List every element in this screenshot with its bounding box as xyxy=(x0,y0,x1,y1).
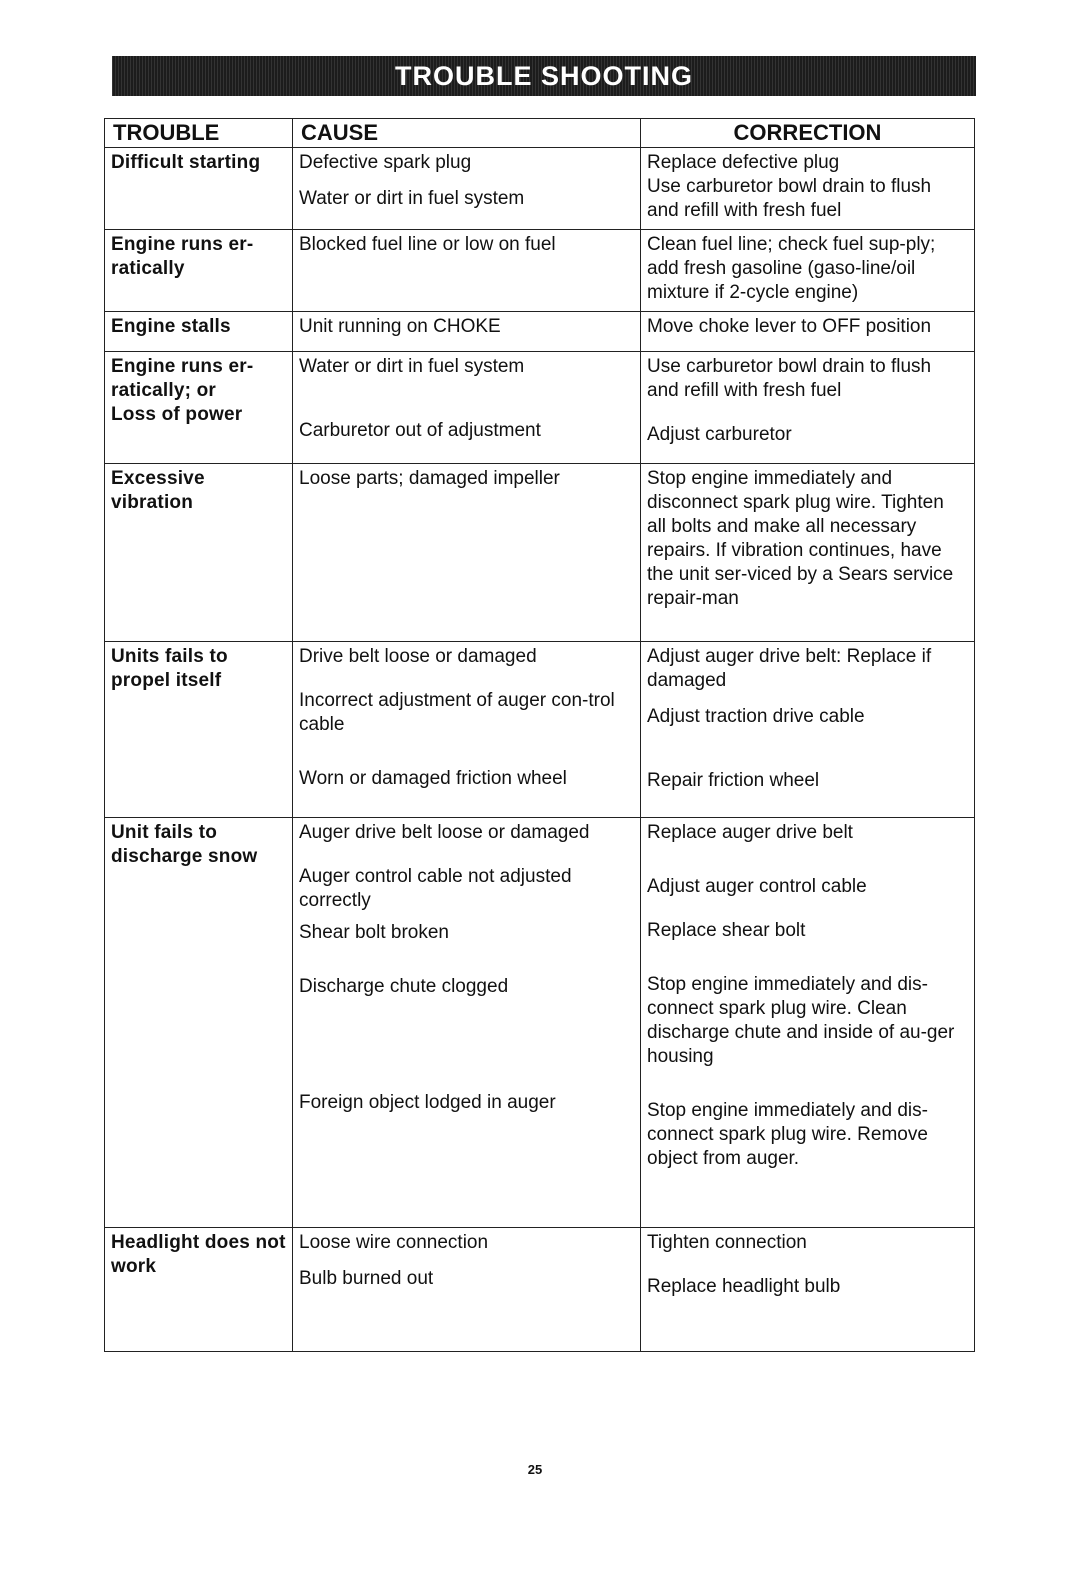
header-trouble: TROUBLE xyxy=(105,119,293,148)
header-cause: CAUSE xyxy=(293,119,641,148)
trouble-label: Engine stalls xyxy=(111,316,231,337)
trouble-label: Excessive vibration xyxy=(111,468,205,513)
correction-item: Stop engine immediately and dis-connect spark plug wire. Remove object from auger. xyxy=(647,1100,928,1169)
cause-item: Carburetor out of adjustment xyxy=(299,420,541,441)
table-row xyxy=(105,818,975,1228)
cause-item: Loose parts; damaged impeller xyxy=(299,468,560,489)
cause-item: Water or dirt in fuel system xyxy=(299,188,525,209)
trouble-label: Engine runs er-ratically; or xyxy=(111,356,254,401)
trouble-label-secondary: Loss of power xyxy=(111,404,243,425)
cause-item: Water or dirt in fuel system xyxy=(299,356,525,377)
correction-item: Stop engine immediately and dis-connect spark plug wire. Clean discharge chute and inside of au-ger housing xyxy=(647,974,955,1067)
cause-item: Unit running on CHOKE xyxy=(299,316,501,337)
cause-item: Drive belt loose or damaged xyxy=(299,646,537,667)
table-row xyxy=(105,312,975,352)
table-row xyxy=(105,642,975,818)
cause-item: Worn or damaged friction wheel xyxy=(299,768,567,789)
correction-item: Replace shear bolt xyxy=(647,920,806,941)
cause-item: Loose wire connection xyxy=(299,1232,489,1253)
trouble-label: Unit fails to discharge snow xyxy=(111,822,258,867)
cause-item: Auger control cable not adjusted correctly xyxy=(299,866,572,911)
cause-item: Discharge chute clogged xyxy=(299,976,509,997)
cause-item: Bulb burned out xyxy=(299,1268,434,1289)
correction-item: Move choke lever to OFF position xyxy=(647,316,932,337)
header-correction: CORRECTION xyxy=(641,119,975,148)
correction-item: Replace headlight bulb xyxy=(647,1276,841,1297)
cause-item: Blocked fuel line or low on fuel xyxy=(299,234,556,255)
correction-item: Repair friction wheel xyxy=(647,770,820,791)
table-row xyxy=(105,230,975,312)
page-number: 25 xyxy=(527,1462,543,1477)
trouble-label: Difficult starting xyxy=(111,152,261,173)
correction-item: Replace defective plug xyxy=(647,152,840,173)
troubleshooting-table xyxy=(104,118,975,1352)
correction-item: Adjust auger drive belt: Replace if damaged xyxy=(647,646,932,691)
page-title: TROUBLE SHOOTING xyxy=(395,60,693,91)
cause-item: Defective spark plug xyxy=(299,152,472,173)
trouble-label: Units fails to propel itself xyxy=(111,646,228,691)
cause-item: Auger drive belt loose or damaged xyxy=(299,822,590,843)
correction-item: Stop engine immediately and disconnect spark plug wire. Tighten all bolts and make all necessary repairs. If vibration continues, have the unit ser-viced by a Sears service repair-man xyxy=(647,468,954,609)
correction-item: Use carburetor bowl drain to flush and refill with fresh fuel xyxy=(647,356,932,401)
correction-item: Replace auger drive belt xyxy=(647,822,853,843)
cause-item: Foreign object lodged in auger xyxy=(299,1092,556,1113)
table-row xyxy=(105,352,975,464)
table-row xyxy=(105,148,975,230)
correction-item: Adjust carburetor xyxy=(647,424,792,445)
correction-item: Adjust auger control cable xyxy=(647,876,867,897)
correction-item: Adjust traction drive cable xyxy=(647,706,865,727)
table-row xyxy=(105,464,975,642)
correction-item: Tighten connection xyxy=(647,1232,807,1253)
correction-item: Use carburetor bowl drain to flush and refill with fresh fuel xyxy=(647,176,932,221)
cause-item: Shear bolt broken xyxy=(299,922,449,943)
table-row xyxy=(105,1228,975,1352)
correction-item: Clean fuel line; check fuel sup-ply; add fresh gasoline (gaso-line/oil mixture if 2-cycle engine) xyxy=(647,234,936,303)
title-banner xyxy=(112,56,976,96)
trouble-label: Engine runs er-ratically xyxy=(111,234,254,279)
trouble-label: Headlight does not work xyxy=(111,1232,286,1277)
cause-item: Incorrect adjustment of auger con-trol cable xyxy=(299,690,615,735)
header-row xyxy=(105,119,975,148)
